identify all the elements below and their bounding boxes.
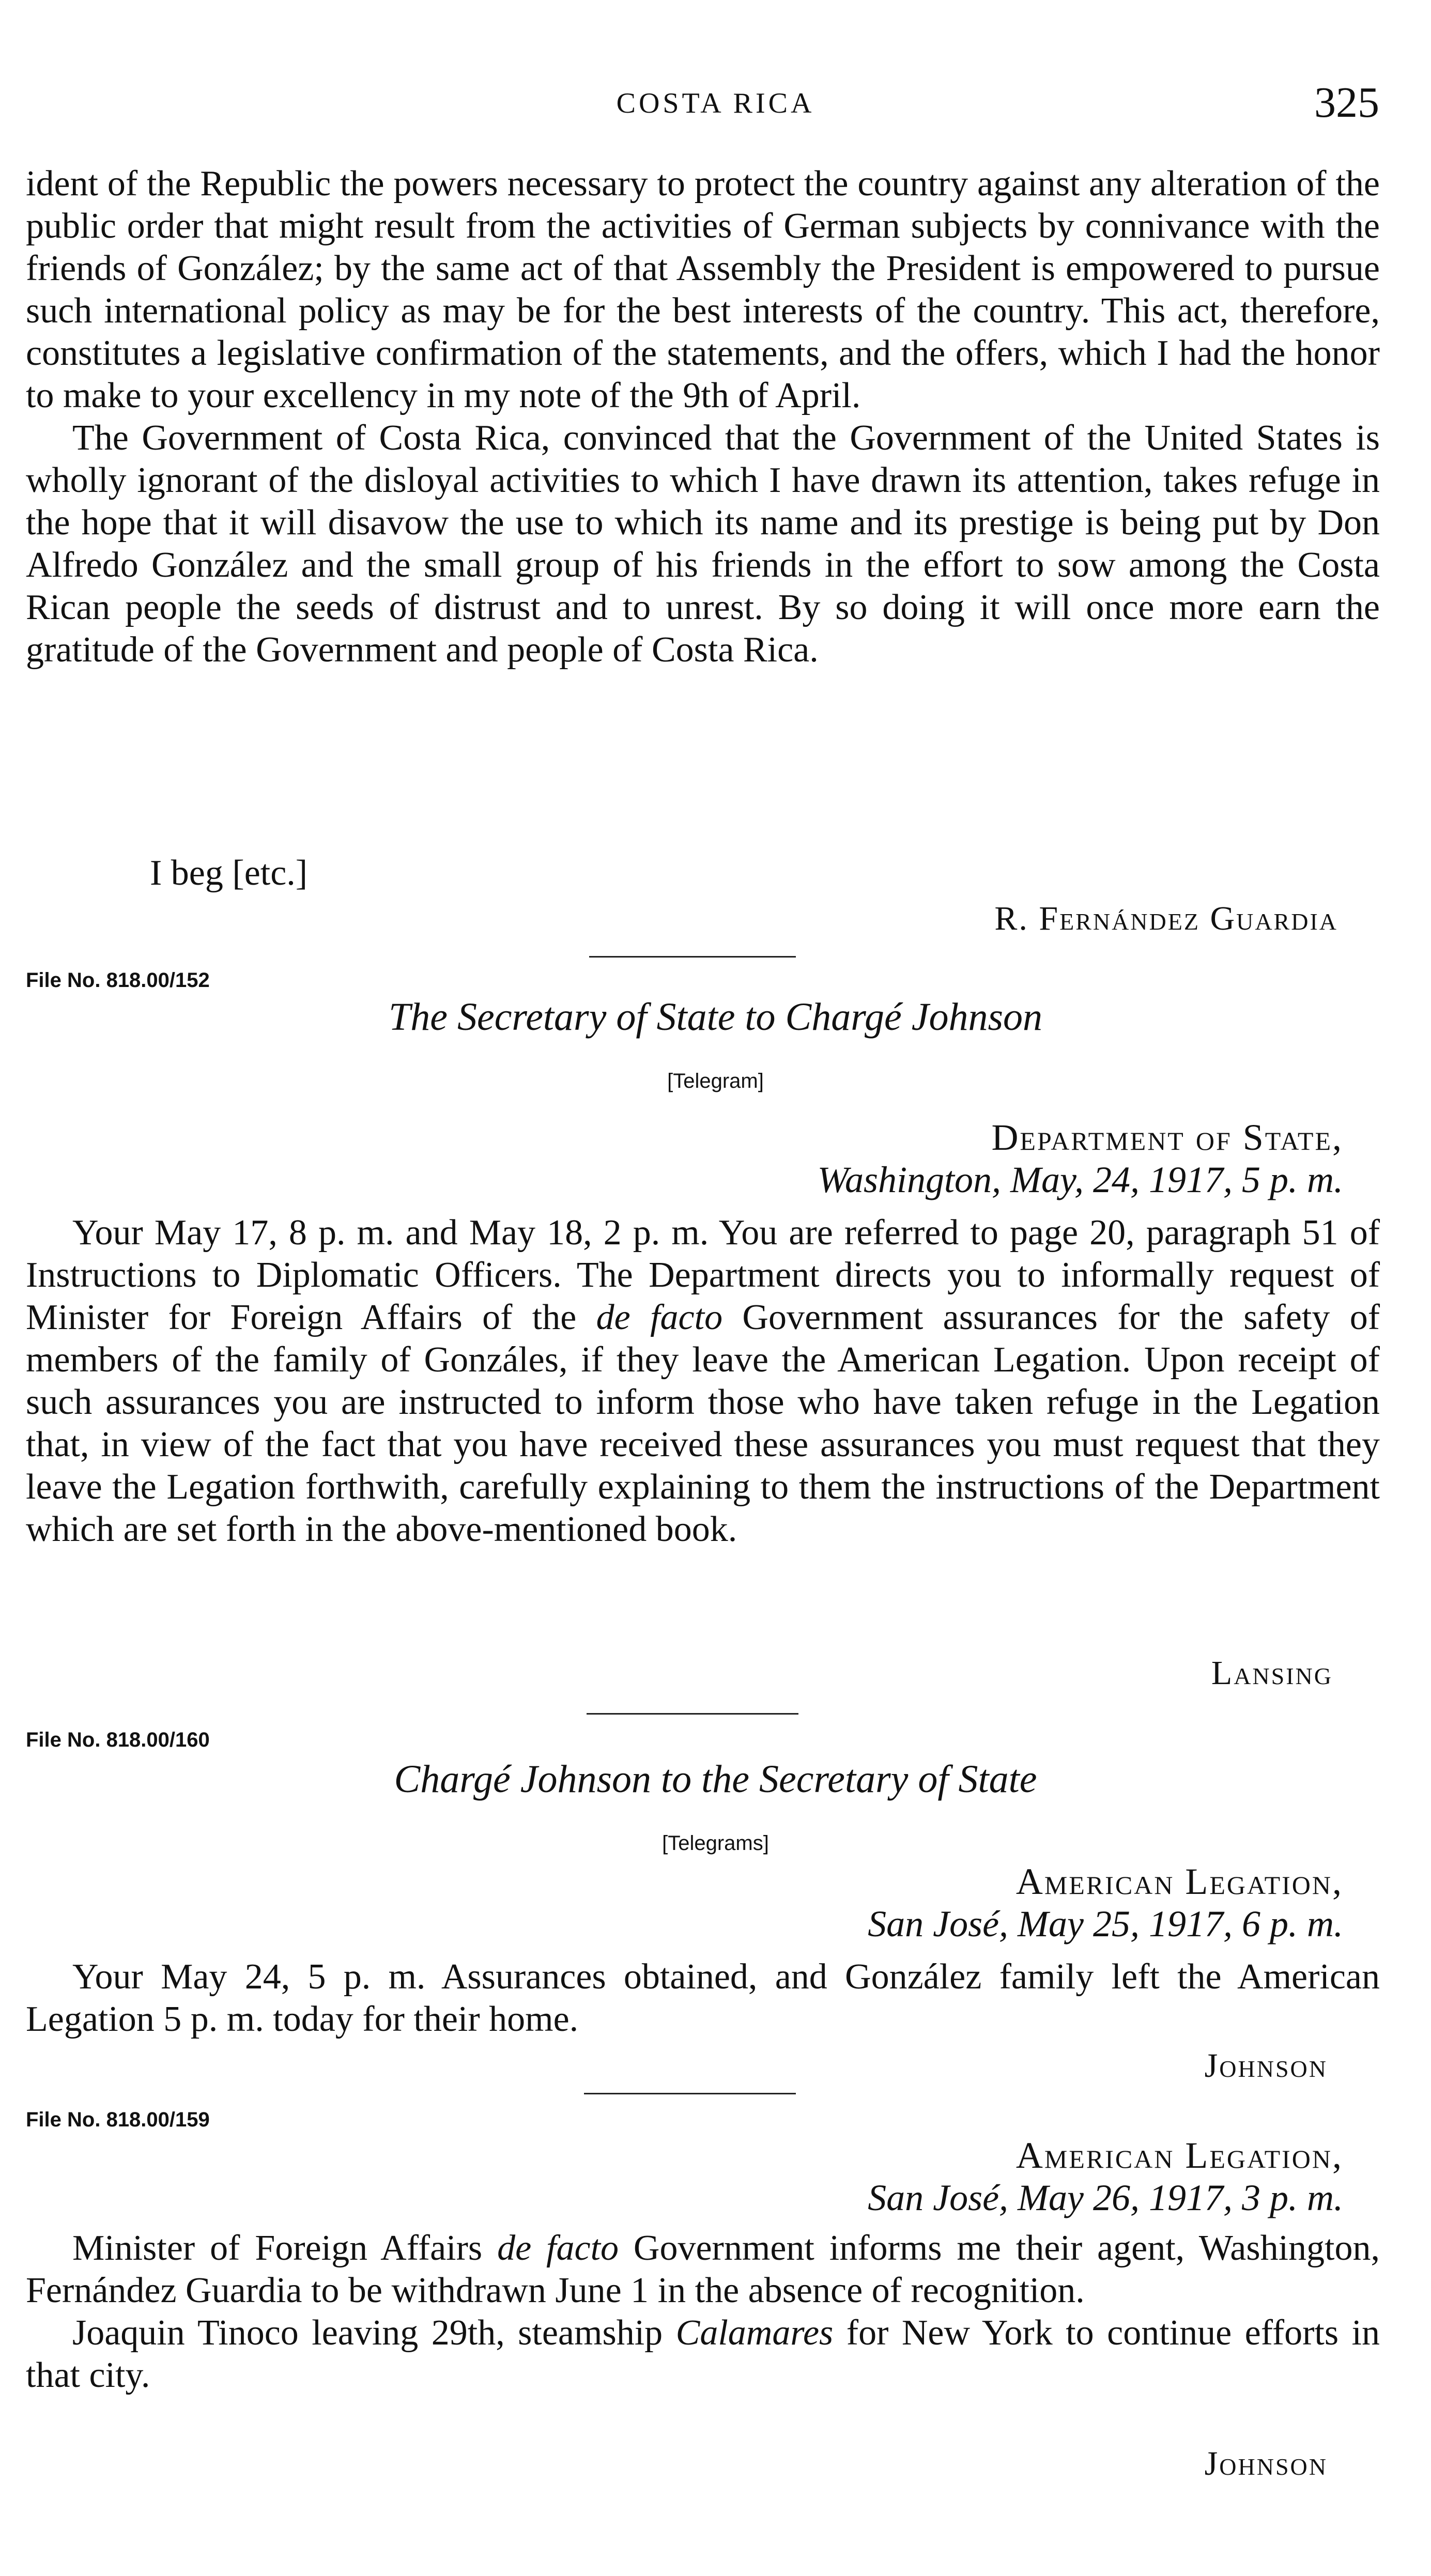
body-text-part: Government assurances for the safety of members of the family of Gonzáles, if they leave the American Legation. Upon receipt of such assurances you are instructed to inform those who have taken refuge in the Legation that, in view of the fact that you have received these assurances you must request that they leave the Legation forthwith, carefully explaining to them the instructions of the Department which are set forth in the above-mentioned book. (26, 1298, 1380, 1549)
italic-de-facto: de facto (497, 2228, 619, 2268)
dateline-department-of-state (818, 1116, 1343, 1201)
running-title: COSTA RICA (616, 87, 815, 119)
signature-johnson-1: Johnson (1204, 2047, 1328, 2085)
letter-closing: I beg [etc.] (150, 853, 308, 893)
doc-title-secretary-to-johnson: The Secretary of State to Chargé Johnson (388, 995, 1043, 1039)
signature-lansing: Lansing (1211, 1654, 1333, 1692)
doc-type-telegrams: [Telegrams] (662, 1832, 769, 1855)
telegram-body-lansing (26, 1212, 1380, 1551)
italic-de-facto: de facto (596, 1298, 723, 1337)
page-number: 325 (1314, 79, 1379, 127)
dateline-place: American Legation, (1015, 1861, 1343, 1902)
file-number-152: File No. 818.00/152 (26, 969, 210, 992)
dateline-date: Washington, May, 24, 1917, 5 p. m. (817, 1159, 1343, 1200)
letter-paragraph-2: The Government of Costa Rica, convinced that the Government of the United States is wholly ignorant of the disloyal activities to which I have drawn its attention, takes refuge in the hope that it will disavow the use to which its name and its prestige is being put by Don Alfredo González and the small group of his friends in the effort to sow among the Costa Rican people the seeds of distrust and to unrest. By so doing it will once more earn the gratitude of the Government and people of Costa Rica. (26, 418, 1380, 670)
separator-rule-1 (589, 956, 796, 958)
body-text-part: Joaquin Tinoco leaving 29th, steamship (72, 2313, 676, 2353)
dateline-place: Department of State, (991, 1117, 1343, 1158)
doc-type-telegram: [Telegram] (667, 1070, 764, 1092)
telegram-paragraph-2 (26, 2312, 1380, 2397)
italic-calamares: Calamares (675, 2313, 834, 2353)
telegram-body-johnson-may-25: Your May 24, 5 p. m. Assurances obtained, and González family left the American Legation 5 p. m. today for their home. (26, 1957, 1380, 2039)
separator-rule-2 (587, 1713, 798, 1715)
body-text-part: Government informs me their agent, Washington, Fernández Guardia to be withdrawn June 1 in the absence of recognition. (26, 2228, 1380, 2310)
file-number-159: File No. 818.00/159 (26, 2108, 210, 2131)
body-text-part: Your May 17, 8 p. m. and May 18, 2 p. m. You are referred to page 20, paragraph 51 of Instructions to Diplomatic Officers. The Department directs you to informally request of Minister for Foreign Affairs of the (26, 1213, 1380, 1337)
dateline-date: San José, May 26, 1917, 3 p. m. (868, 2177, 1343, 2218)
body-text-part: for New York to continue efforts in that city. (26, 2313, 1380, 2395)
dateline-american-legation-may-25 (868, 1860, 1343, 1945)
dateline-date: San José, May 25, 1917, 6 p. m. (868, 1903, 1343, 1945)
body-text-part: Minister of Foreign Affairs (72, 2228, 498, 2268)
running-head (0, 78, 1431, 134)
letter-paragraph-1: ident of the Republic the powers necessary to protect the country against any alteration of the public order that might result from the activities of German subjects by connivance with the friends of González; by the same act of that Assembly the President is empowered to pursue such international policy as may be for the best interests of the country. This act, therefore, constitutes a legislative confirmation of the statements, and the offers, which I had the honor to make to your excellency in my note of the 9th of April. (26, 164, 1380, 415)
letter-continuation (26, 163, 1380, 671)
telegram-paragraph-1 (26, 2227, 1380, 2312)
separator-rule-3 (584, 2093, 796, 2094)
signature-fernandez-guardia: R. Fernández Guardia (994, 900, 1338, 937)
file-number-160: File No. 818.00/160 (26, 1729, 210, 1751)
doc-title-johnson-to-secretary: Chargé Johnson to the Secretary of State (394, 1757, 1037, 1801)
dateline-american-legation-may-26 (868, 2134, 1343, 2219)
signature-johnson-2: Johnson (1204, 2445, 1328, 2482)
dateline-place: American Legation, (1015, 2135, 1343, 2176)
telegram-body-johnson-may-26 (26, 2227, 1380, 2397)
